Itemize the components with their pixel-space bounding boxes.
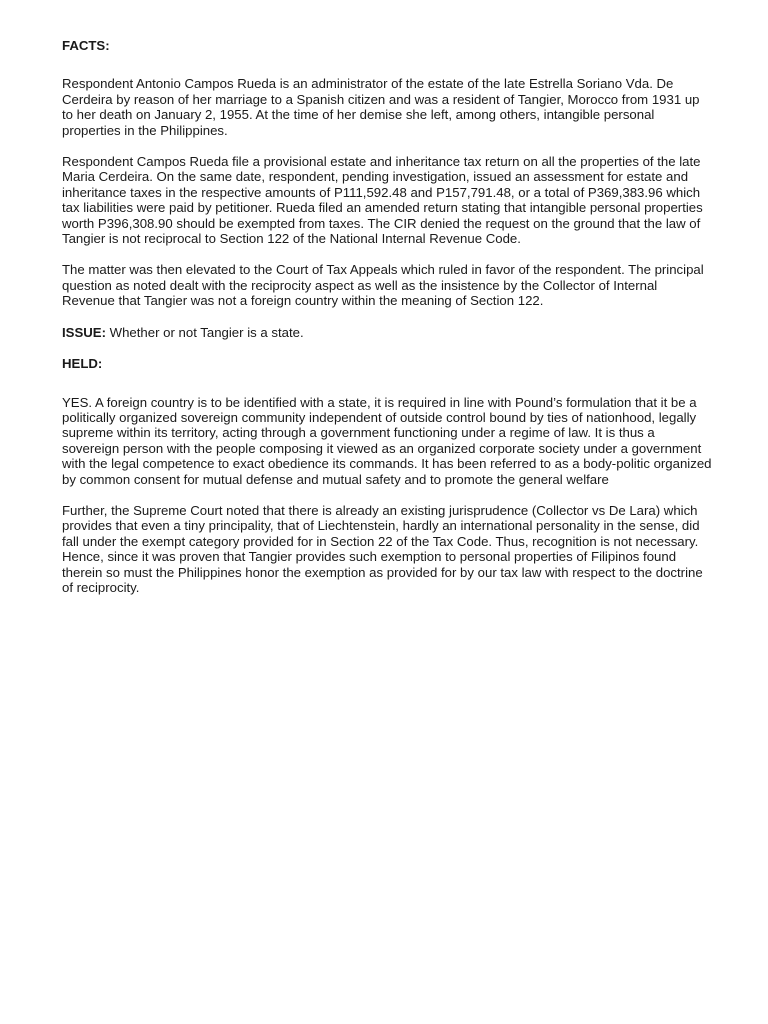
facts-paragraph-2: Respondent Campos Rueda file a provisional estate and inheritance tax return on all the properties of the late Maria Cerdeira. On the same date, respondent, pending investigation, issued an assessment for estate and inheritance taxes in the respective amounts of P111,592.48 and P157,791.48, or a total of P369,383.96 which tax liabilities were paid by petitioner. Rueda filed an amended return stating that intangible personal properties worth P396,308.90 should be exempted from taxes. The CIR denied the request on the ground that the law of Tangier is not reciprocal to Section 122 of the National Internal Revenue Code. bbox=[62, 154, 703, 247]
facts-heading: FACTS: bbox=[62, 38, 110, 53]
held-paragraph-2: Further, the Supreme Court noted that there is already an existing jurisprudence (Collector vs De Lara) which provides that even a tiny principality, that of Liechtenstein, hardly an international personality in the sense, did fall under the exempt category provided for in Section 22 of the Tax Code. Thus, recognition is not necessary. Hence, since it was proven that Tangier provides such exemption to personal properties of Filipinos found therein so must the Philippines honor the exemption as provided for by our tax law with respect to the doctrine of reciprocity. bbox=[62, 502, 703, 595]
document-page bbox=[62, 38, 712, 595]
facts-paragraph-3: The matter was then elevated to the Court of Tax Appeals which ruled in favor of the respondent. The principal question as noted dealt with the reciprocity aspect as well as the insistence by the Collector of Internal Revenue that Tangier was not a foreign country within the meaning of Section 122. bbox=[62, 262, 704, 309]
held-heading: HELD: bbox=[62, 356, 103, 372]
issue-text: Whether or not Tangier is a state. bbox=[105, 324, 304, 340]
facts-paragraph-1: Respondent Antonio Campos Rueda is an administrator of the estate of the late Estrella Soriano Vda. De Cerdeira by reason of her marriage to a Spanish citizen and was a resident of Tangier, Morocco from 1931 up to her death on January 2, 1955. At the time of her demise she left, among others, intangible personal properties in the Philippines. bbox=[62, 76, 700, 138]
held-paragraph-1: YES. A foreign country is to be identified with a state, it is required in line with Pound’s formulation that it be a politically organized sovereign community independent of outside control bound by ties of nationhood, legally supreme within its territory, acting through a government functioning under a regime of law. It is thus a sovereign person with the people composing it viewed as an organized corporate society under a government with the legal competence to exact obedience its commands. It has been referred to as a body-politic organized by common consent for mutual defense and mutual safety and to promote the general welfare bbox=[62, 394, 712, 487]
issue-line bbox=[62, 325, 712, 340]
issue-label: ISSUE: bbox=[62, 324, 106, 340]
